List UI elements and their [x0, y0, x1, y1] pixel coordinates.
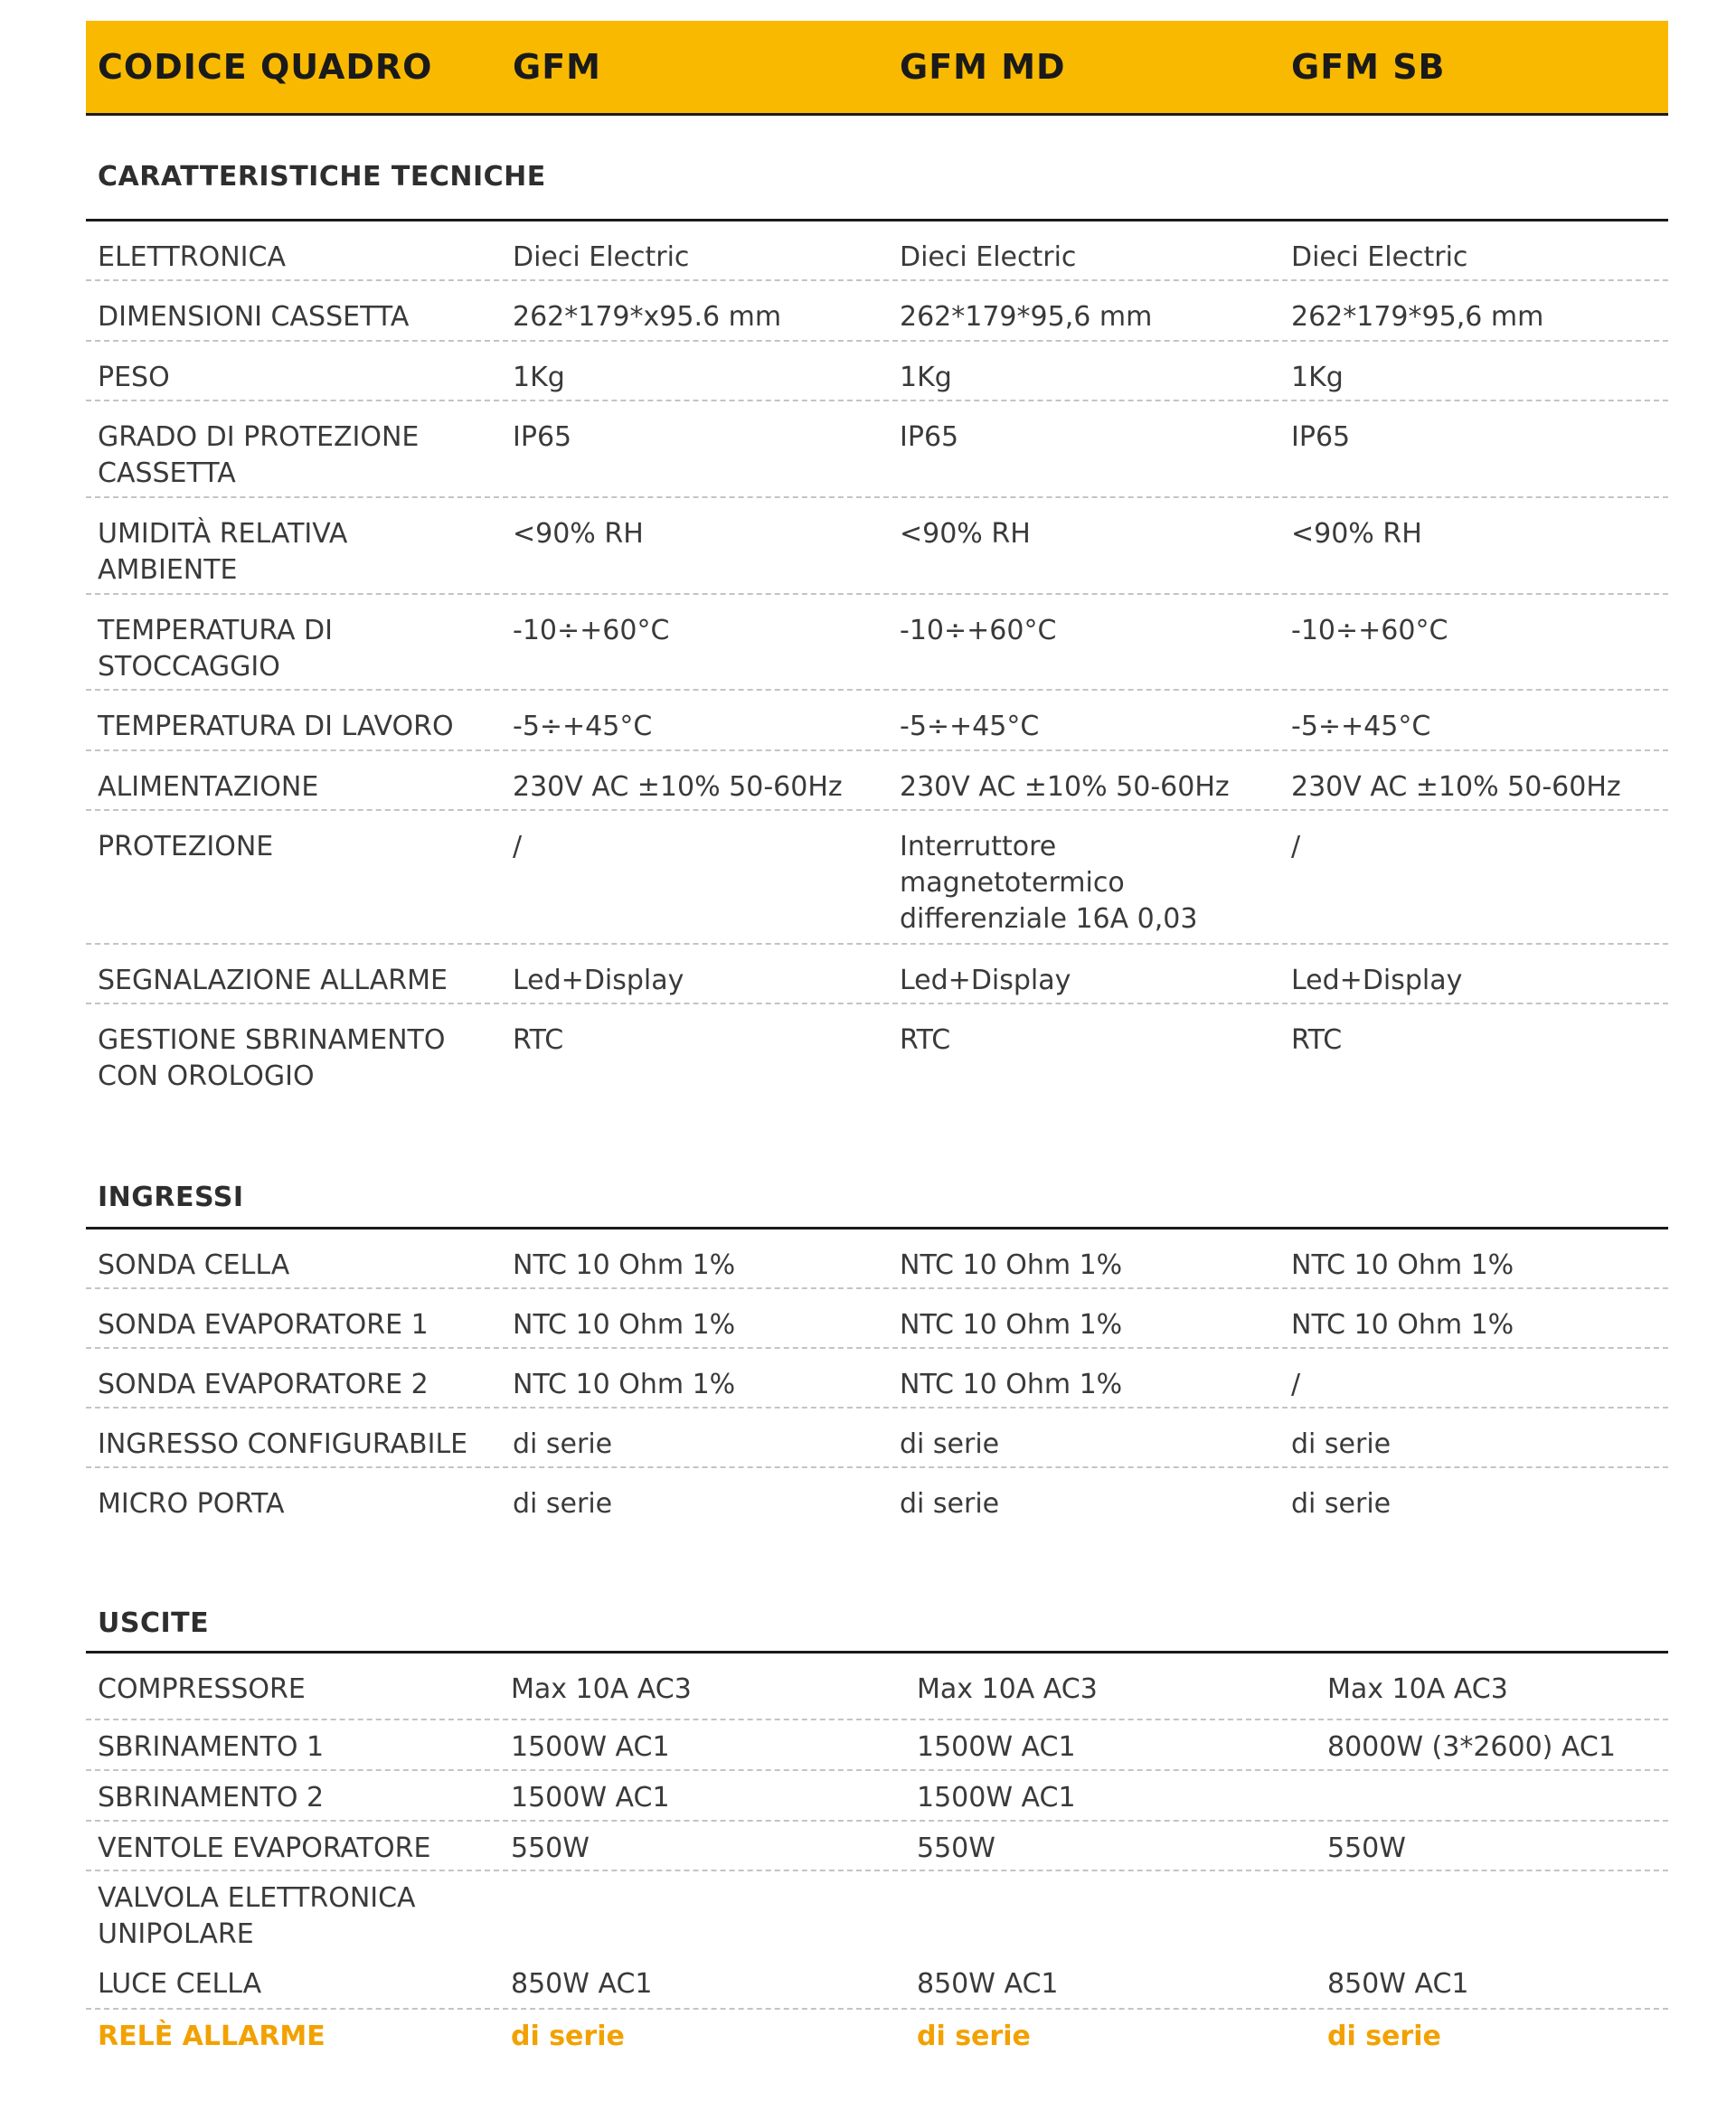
- cell-gfm-md: 230V AC ±10% 50-60Hz: [900, 771, 1230, 803]
- row-label: INGRESSO CONFIGURABILE: [98, 1428, 468, 1460]
- cell-gfm: di serie: [513, 1428, 613, 1460]
- table-row: [86, 221, 1668, 281]
- cell-gfm-md: 1500W AC1: [917, 1731, 1076, 1763]
- cell-gfm-md: di serie: [900, 1488, 1000, 1520]
- section-outputs: [86, 1653, 1668, 2060]
- row-label: LUCE CELLA: [98, 1968, 262, 2000]
- cell-gfm-sb: NTC 10 Ohm 1%: [1291, 1309, 1514, 1341]
- cell-gfm-md: 550W: [917, 1832, 995, 1864]
- cell-gfm-sb: [1327, 1880, 1668, 1959]
- cell-gfm: 550W: [511, 1832, 590, 1864]
- table-row: [86, 945, 1668, 1004]
- table-row: [86, 498, 1668, 595]
- cell-gfm-md: <90% RH: [900, 518, 1031, 550]
- cell-gfm-sb: Dieci Electric: [1291, 241, 1468, 273]
- cell-gfm: Led+Display: [513, 965, 684, 996]
- cell-gfm-md: Max 10A AC3: [917, 1673, 1098, 1705]
- cell-gfm: NTC 10 Ohm 1%: [513, 1249, 736, 1281]
- cell-gfm-sb: <90% RH: [1291, 518, 1422, 550]
- cell-gfm-sb: 850W AC1: [1327, 1968, 1469, 2000]
- section-tech: [86, 221, 1668, 1113]
- cell-gfm-sb: Max 10A AC3: [1327, 1673, 1508, 1705]
- cell-gfm: Max 10A AC3: [511, 1673, 692, 1705]
- cell-gfm-md: 262*179*95,6 mm: [900, 301, 1153, 333]
- cell-gfm-sb: NTC 10 Ohm 1%: [1291, 1249, 1514, 1281]
- header-codice-quadro: CODICE QUADRO: [98, 47, 433, 87]
- cell-gfm-md: Interruttore magnetotermico differenziale 16A 0,03: [900, 831, 1198, 935]
- cell-gfm: di serie: [513, 1488, 613, 1520]
- table-row: [86, 342, 1668, 401]
- cell-gfm-md: IP65: [900, 421, 959, 453]
- cell-gfm-md: 1500W AC1: [917, 1782, 1076, 1814]
- cell-gfm: <90% RH: [513, 518, 644, 550]
- table-row: [86, 281, 1668, 342]
- cell-gfm-sb: /: [1291, 1369, 1301, 1400]
- cell-gfm-md: -5÷+45°C: [900, 711, 1040, 742]
- table-row: [86, 1230, 1668, 1289]
- cell-gfm: -10÷+60°C: [513, 615, 670, 646]
- cell-gfm: NTC 10 Ohm 1%: [513, 1369, 736, 1400]
- table-row: [86, 811, 1668, 945]
- cell-gfm-sb: [1327, 1780, 1668, 1820]
- row-label: SBRINAMENTO 1: [98, 1731, 325, 1763]
- table-row: [86, 1653, 1668, 1720]
- section-title-inputs: INGRESSI: [86, 1113, 1668, 1230]
- cell-gfm-sb: Led+Display: [1291, 965, 1463, 996]
- cell-gfm: 262*179*x95.6 mm: [513, 301, 782, 333]
- row-label: PESO: [98, 362, 170, 393]
- cell-gfm: /: [513, 831, 523, 862]
- table-header: [86, 21, 1668, 116]
- cell-gfm-sb: -10÷+60°C: [1291, 615, 1448, 646]
- cell-gfm-md: 1Kg: [900, 362, 952, 393]
- row-label: DIMENSIONI CASSETTA: [98, 301, 410, 333]
- table-row: [86, 691, 1668, 751]
- cell-gfm: Dieci Electric: [513, 241, 690, 273]
- section-title-tech: CARATTERISTICHE TECNICHE: [86, 116, 1668, 221]
- table-row: [86, 1468, 1668, 1540]
- table-row: [86, 1289, 1668, 1349]
- row-label: GRADO DI PROTEZIONE CASSETTA: [98, 421, 420, 489]
- header-gfm: GFM: [513, 47, 601, 87]
- header-gfm-md: GFM MD: [900, 47, 1066, 87]
- cell-gfm-md: di serie: [900, 1428, 1000, 1460]
- cell-gfm: NTC 10 Ohm 1%: [513, 1309, 736, 1341]
- row-label: ALIMENTAZIONE: [98, 771, 319, 803]
- cell-gfm-sb: di serie: [1327, 2021, 1441, 2052]
- cell-gfm-sb: di serie: [1291, 1428, 1392, 1460]
- row-label: SONDA CELLA: [98, 1249, 290, 1281]
- section-title-outputs: USCITE: [86, 1540, 1668, 1653]
- cell-gfm-sb: 8000W (3*2600) AC1: [1327, 1731, 1616, 1763]
- cell-gfm: 850W AC1: [511, 1968, 653, 2000]
- cell-gfm-sb: /: [1291, 831, 1301, 862]
- table-row: [86, 751, 1668, 811]
- cell-gfm: -5÷+45°C: [513, 711, 653, 742]
- row-label: TEMPERATURA DI STOCCAGGIO: [98, 615, 333, 683]
- table-row-highlight: [86, 2010, 1668, 2060]
- cell-gfm-md: NTC 10 Ohm 1%: [900, 1369, 1123, 1400]
- cell-gfm: di serie: [511, 2021, 625, 2052]
- row-label: RELÈ ALLARME: [98, 2021, 326, 2052]
- table-row: [86, 1004, 1668, 1113]
- cell-gfm: RTC: [513, 1024, 564, 1056]
- row-label: TEMPERATURA DI LAVORO: [98, 711, 454, 742]
- cell-gfm-md: 850W AC1: [917, 1968, 1059, 2000]
- cell-gfm-md: [917, 1880, 1327, 1959]
- row-label: VALVOLA ELETTRONICA UNIPOLARE: [98, 1882, 416, 1950]
- table-row: [86, 1771, 1668, 1822]
- cell-gfm: 1Kg: [513, 362, 565, 393]
- cell-gfm: 1500W AC1: [511, 1731, 670, 1763]
- cell-gfm-sb: -5÷+45°C: [1291, 711, 1431, 742]
- cell-gfm-sb: 550W: [1327, 1832, 1406, 1864]
- cell-gfm-sb: IP65: [1291, 421, 1351, 453]
- cell-gfm: 230V AC ±10% 50-60Hz: [513, 771, 843, 803]
- cell-gfm: IP65: [513, 421, 572, 453]
- row-label: VENTOLE EVAPORATORE: [98, 1832, 431, 1864]
- row-label: SEGNALAZIONE ALLARME: [98, 965, 448, 996]
- cell-gfm-sb: di serie: [1291, 1488, 1392, 1520]
- cell-gfm: 1500W AC1: [511, 1782, 670, 1814]
- table-row: [86, 1409, 1668, 1468]
- cell-gfm: [511, 1880, 917, 1959]
- table-row: [86, 401, 1668, 498]
- cell-gfm-md: RTC: [900, 1024, 951, 1056]
- cell-gfm-sb: RTC: [1291, 1024, 1343, 1056]
- table-row: [86, 1822, 1668, 1871]
- cell-gfm-sb: 262*179*95,6 mm: [1291, 301, 1544, 333]
- cell-gfm-sb: 230V AC ±10% 50-60Hz: [1291, 771, 1621, 803]
- table-row: [86, 595, 1668, 691]
- table-row: [86, 1349, 1668, 1409]
- row-label: SONDA EVAPORATORE 2: [98, 1369, 429, 1400]
- row-label: GESTIONE SBRINAMENTO CON OROLOGIO: [98, 1024, 446, 1092]
- cell-gfm-md: di serie: [917, 2021, 1031, 2052]
- cell-gfm-md: Dieci Electric: [900, 241, 1077, 273]
- cell-gfm-md: NTC 10 Ohm 1%: [900, 1309, 1123, 1341]
- row-label: COMPRESSORE: [98, 1673, 306, 1705]
- cell-gfm-md: Led+Display: [900, 965, 1071, 996]
- section-inputs: [86, 1230, 1668, 1540]
- cell-gfm-sb: 1Kg: [1291, 362, 1344, 393]
- row-label: MICRO PORTA: [98, 1488, 285, 1520]
- row-label: SBRINAMENTO 2: [98, 1782, 325, 1814]
- row-label: ELETTRONICA: [98, 241, 286, 273]
- table-row: [86, 1871, 1668, 1959]
- cell-gfm-md: -10÷+60°C: [900, 615, 1057, 646]
- spec-sheet: [86, 21, 1668, 2060]
- cell-gfm-md: NTC 10 Ohm 1%: [900, 1249, 1123, 1281]
- row-label: UMIDITÀ RELATIVA AMBIENTE: [98, 518, 348, 586]
- header-gfm-sb: GFM SB: [1291, 47, 1446, 87]
- table-row: [86, 1720, 1668, 1771]
- row-label: SONDA EVAPORATORE 1: [98, 1309, 429, 1341]
- table-row: [86, 1959, 1668, 2010]
- row-label: PROTEZIONE: [98, 831, 274, 862]
